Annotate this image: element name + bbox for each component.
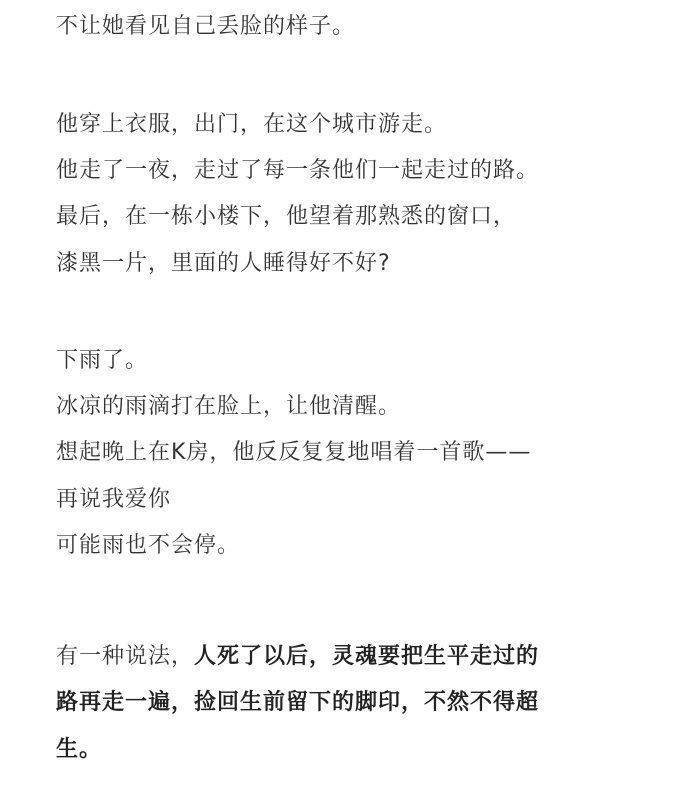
paragraph-line: 想起晚上在K房，他反反复复地唱着一首歌—— bbox=[56, 440, 532, 465]
paragraph-line: 他穿上衣服，出门，在这个城市游走。 bbox=[56, 112, 448, 137]
paragraph-line: 可能雨也不会停。 bbox=[56, 533, 241, 558]
emphasized-line: 生。 bbox=[56, 737, 103, 762]
plain-text: 有一种说法， bbox=[56, 644, 195, 669]
emphasized-text: 人死了以后，灵魂要把生平走过的 bbox=[194, 644, 540, 669]
paragraph-line: 冰凉的雨滴打在脸上，让他清醒。 bbox=[56, 394, 402, 419]
paragraph-line: 他走了一夜，走过了每一条他们一起走过的路。 bbox=[56, 158, 540, 183]
paragraph-line: 漆黑一片，里面的人睡得好不好? bbox=[56, 251, 391, 276]
paragraph-line: 再说我爱你 bbox=[56, 487, 172, 512]
paragraph-line: 不让她看见自己丢脸的样子。 bbox=[56, 14, 356, 39]
paragraph-line: 下雨了。 bbox=[56, 348, 149, 373]
paragraph-line bbox=[56, 642, 539, 672]
paragraph-line: 最后，在一栋小楼下，他望着那熟悉的窗口， bbox=[56, 204, 517, 229]
emphasized-line: 路再走一遍，捡回生前留下的脚印，不然不得超 bbox=[56, 690, 540, 715]
